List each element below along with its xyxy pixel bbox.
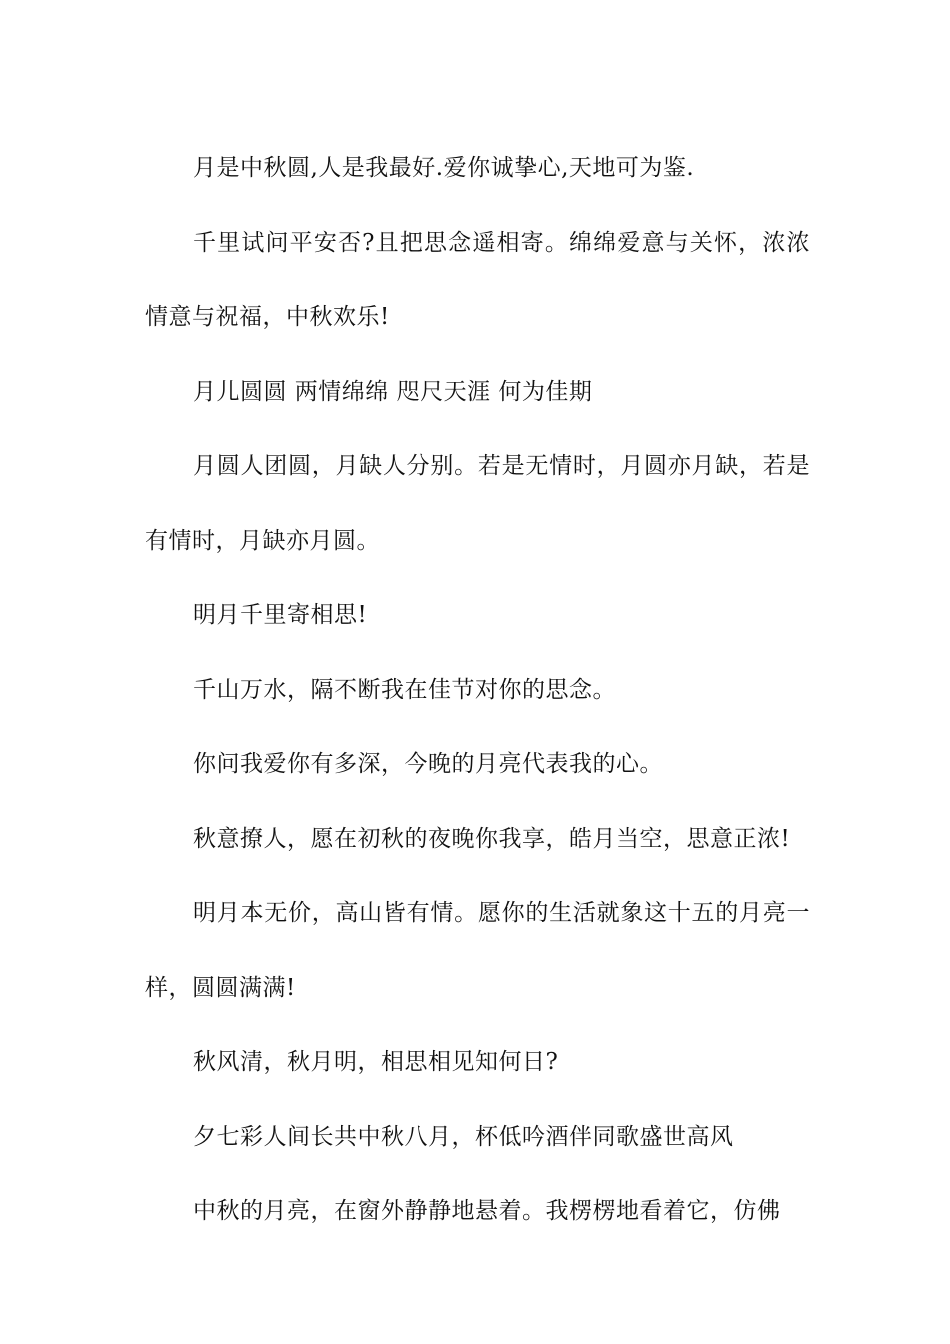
paragraph-8: 秋意撩人，愿在初秋的夜晚你我享，皓月当空，思意正浓!	[193, 825, 791, 852]
paragraph-10: 秋风清，秋月明，相思相见知何日?	[193, 1049, 559, 1075]
paragraph-2: 千里试问平安否?且把思念遥相寄。绵绵爱意与关怀，浓浓情意与祝福，中秋欢乐!	[145, 229, 810, 330]
paragraph-12: 中秋的月亮，在窗外静静地悬着。我楞楞地看着它，仿佛	[193, 1198, 781, 1224]
paragraph-9: 明月本无价，高山皆有情。愿你的生活就象这十五的月亮一样，圆圆满满!	[145, 900, 810, 1001]
paragraph-6: 千山万水，隔不断我在佳节对你的思念。	[193, 676, 616, 703]
document-body	[145, 131, 810, 1249]
paragraph-11: 夕七彩人间长共中秋八月，杯低吟酒伴同歌盛世高风	[193, 1123, 734, 1150]
paragraph-5: 明月千里寄相思!	[193, 602, 368, 628]
paragraph-7: 你问我爱你有多深，今晚的月亮代表我的心。	[193, 751, 663, 777]
paragraph-1: 月是中秋圆,人是我最好.爱你诚挚心,天地可为鉴.	[193, 155, 695, 181]
paragraph-3: 月儿圆圆 两情绵绵 咫尺天涯 何为佳期	[193, 378, 593, 405]
paragraph-4: 月圆人团圆，月缺人分别。若是无情时，月圆亦月缺，若是有情时，月缺亦月圆。	[145, 453, 810, 554]
